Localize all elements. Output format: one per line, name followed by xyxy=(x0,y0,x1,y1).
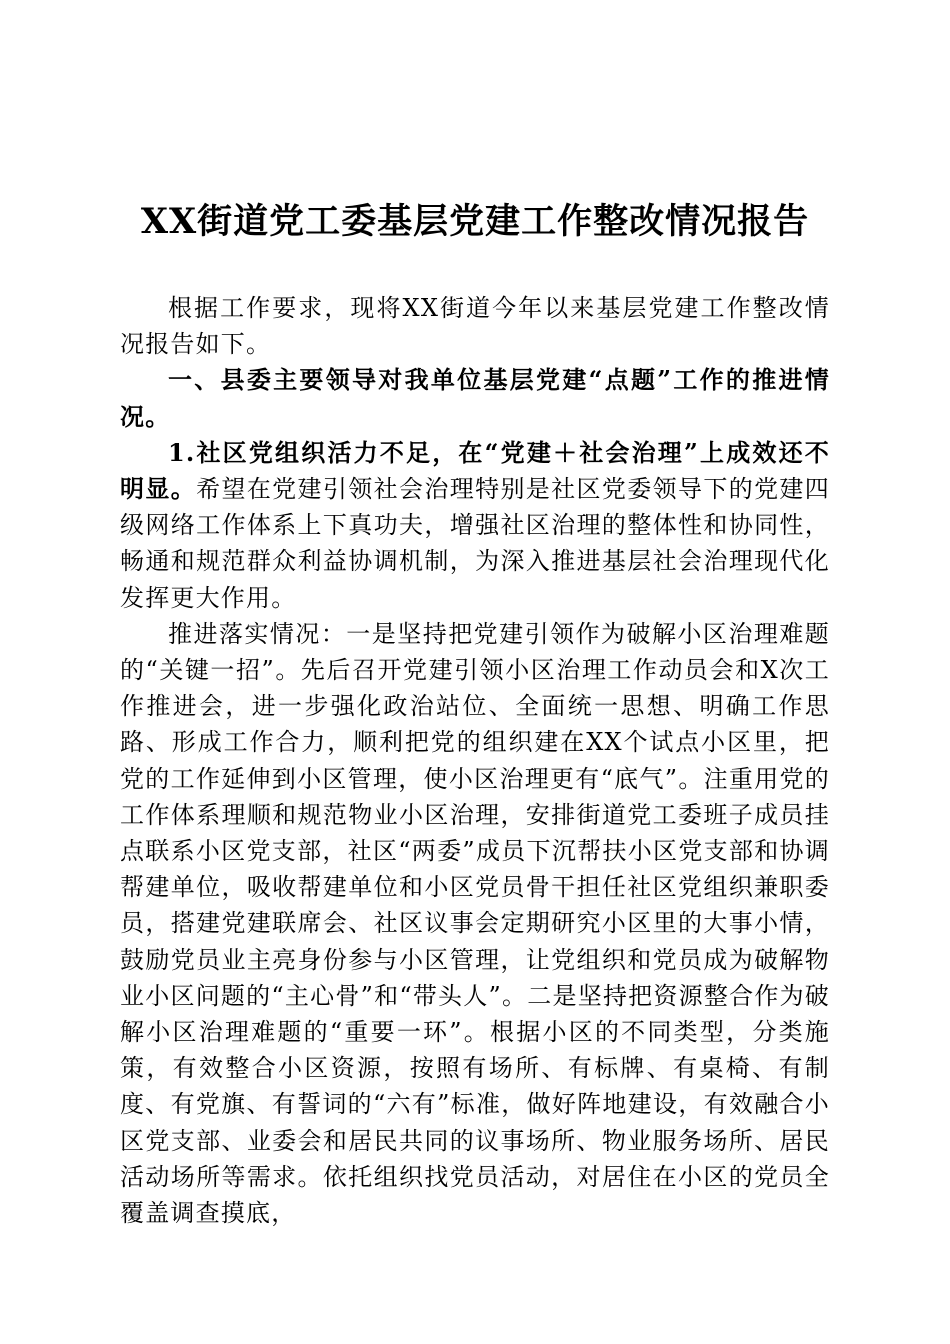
section-heading: 一、县委主要领导对我单位基层党建“点题”工作的推进情况。 xyxy=(120,365,830,431)
document-title: XX街道党工委基层党建工作整改情况报告 xyxy=(140,201,810,242)
document-body xyxy=(120,290,830,1231)
item-heading: 1.社区党组织活力不足，在“党建＋社会治理”上成效还不明显。 xyxy=(120,437,830,504)
item-text: 希望在党建引领社会治理特别是社区党委领导下的党建四级网络工作体系上下真功夫，增强社区治理的整体性和协同性，畅通和规范群众利益协调机制，为深入推进基层社会治理现代化发挥更大作用。 xyxy=(120,475,830,612)
progress-paragraph: 推进落实情况：一是坚持把党建引领作为破解小区治理难题的“关键一招”。先后召开党建引领小区治理工作动员会和X次工作推进会，进一步强化政治站位、全面统一思想、明确工作思路、形成工作合力，顺利把党的组织建在XX个试点小区里，把党的工作延伸到小区管理，使小区治理更有“底气”。注重用党的工作体系理顺和规范物业小区治理，安排街道党工委班子成员挂点联系小区党支部，社区“两委”成员下沉帮扶小区党支部和协调帮建单位，吸收帮建单位和小区党员骨干担任社区党组织兼职委员，搭建党建联席会、社区议事会定期研究小区里的大事小情，鼓励党员业主亮身份参与小区管理，让党组织和党员成为破解物业小区问题的“主心骨”和“带头人”。二是坚持把资源整合作为破解小区治理难题的“重要一环”。根据小区的不同类型，分类施策，有效整合小区资源，按照有场所、有标牌、有桌椅、有制度、有党旗、有誓词的“六有”标准，做好阵地建设，有效融合小区党支部、业委会和居民共同的议事场所、物业服务场所、居民活动场所等需求。依托组织找党员活动，对居住在小区的党员全覆盖调查摸底， xyxy=(120,619,830,1228)
item-paragraph xyxy=(120,435,830,616)
intro-paragraph: 根据工作要求，现将XX街道今年以来基层党建工作整改情况报告如下。 xyxy=(120,294,830,359)
